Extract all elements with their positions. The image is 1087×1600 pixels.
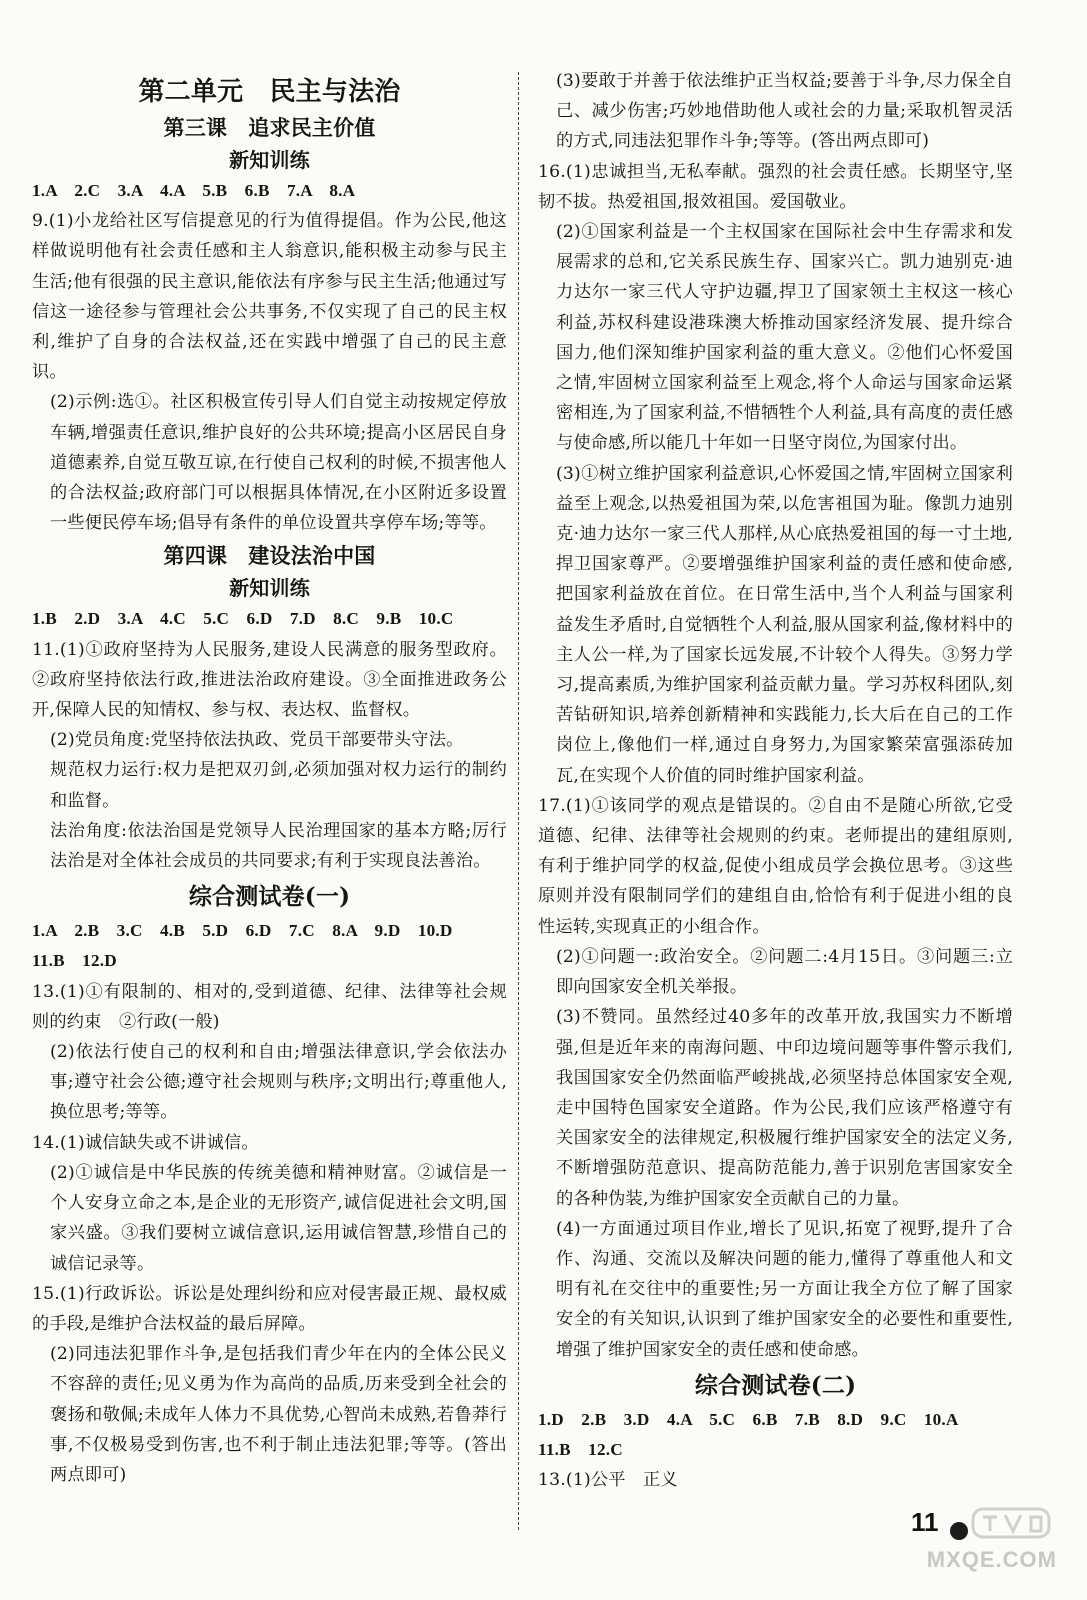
test1-q15-part3: (3)要敢于并善于依法维护正当权益;要善于斗争,尽力保全自己、减少伤害;巧妙地借助他人或社会的力量;采取机智灵活的方式,同违法犯罪作斗争;等等。(答出两点即可) — [556, 71, 1013, 152]
page-number: 11 — [911, 1507, 939, 1537]
lesson4-title: 第四课 建设法治中国 — [163, 543, 376, 569]
test1-q14-part1: 14.(1)诚信缺失或不讲诚信。 — [32, 1132, 259, 1153]
lesson4-q11-part2: (2)党员角度:党坚持依法执政、党员干部要带头守法。 — [50, 730, 464, 751]
test1-q15-part2: (2)同违法犯罪作斗争,是包括我们青少年在内的全体公民义不容辞的责任;见义勇为作为高尚的品质,历来受到全社会的褒扬和敬佩;未成年人体力不具优势,心智尚未成熟,若鲁莽行事,不仅极易受到伤害,也不利于制止违法犯罪;等等。(答出两点即可) — [50, 1344, 507, 1485]
test2-choice-answers-2: 11.B 12.C — [538, 1439, 623, 1459]
test1-q16-part1: 16.(1)忠诚担当,无私奉献。强烈的社会责任感。长期坚守,坚韧不拔。热爱祖国,报效祖国。爱国敬业。 — [538, 161, 1013, 212]
lesson3-q9-part2: (2)示例:选①。社区积极宣传引导人们自觉主动按规定停放车辆,增强责任意识,维护良好的公共环境;提高小区居民自身道德素养,自觉互敬互谅,在行使自己权利的时候,不损害他人的合法权益;政府部门可以根据具体情况,在小区附近多设置一些便民停车场;倡导有条件的单位设置共享停车场;等等。 — [50, 392, 507, 534]
test1-q13-part2: (2)依法行使自己的权利和自由;增强法律意识,学会依法办事;遵守社会公德;遵守社会规则与秩序;文明出行;尊重他人,换位思考;等等。 — [50, 1042, 507, 1123]
lesson4-q11-part3: 规范权力运行:权力是把双刃剑,必须加强对权力运行的制约和监督。 — [50, 760, 507, 811]
page-footer — [905, 1503, 1065, 1583]
lesson3-title: 第三课 追求民主价值 — [163, 115, 376, 140]
test2-title: 综合测试卷(二) — [694, 1371, 857, 1399]
column-divider — [518, 72, 519, 1530]
test1-q17-part3: (3)不赞同。虽然经过40多年的改革开放,我国实力不断增强,但是近年来的南海问题、中印边境问题等事件警示我们,我国国家安全仍然面临严峻挑战,必须坚持总体国家安全观,走中国特色国家安全道路。作为公民,我们应该严格遵守有关国家安全的法律规定,积极履行维护国家安全的法定义务,不断增强防范意识、提高防范能力,善于识别危害国家安全的各种伪装,为维护国家安全贡献自己的力量。 — [556, 1007, 1013, 1209]
watermark-logo-icon — [943, 1503, 1055, 1549]
test1-q15-part1: 15.(1)行政诉讼。诉讼是处理纠纷和应对侵害最正规、最权威的手段,是维护合法权益的最后屏障。 — [32, 1283, 507, 1334]
test2-q13-part1: 13.(1)公平 正义 — [538, 1470, 678, 1491]
test1-q17-part4: (4)一方面通过项目作业,增长了见识,拓宽了视野,提升了合作、沟通、交流以及解决问题的能力,懂得了尊重他人和文明有礼在交往中的重要性;另一方面让我全方位了解了国家安全的有关知识,认识到了维护国家安全的必要性和重要性,增强了维护国家安全的责任感和使命感。 — [556, 1218, 1013, 1360]
test1-q16-part2: (2)①国家利益是一个主权国家在国际社会中生存需求和发展需求的总和,它关系民族生存、国家兴亡。凯力迪别克·迪力达尔一家三代人守护边疆,捍卫了国家领土主权这一核心利益,苏权科建设港珠澳大桥推动国家经济发展、提升综合国力,他们深知维护国家利益的重大意义。②他们心怀爱国之情,牢固树立国家利益至上观念,将个人命运与国家命运紧密相连,为了国家利益,不惜牺牲个人利益,具有高度的责任感与使命感,所以能几十年如一日坚守岗位,为国家付出。 — [556, 222, 1013, 454]
test2-choice-answers-1: 1.D 2.B 3.D 4.A 5.C 6.B 7.B 8.D 9.C 10.A — [538, 1409, 959, 1429]
right-column — [538, 66, 1013, 1495]
lesson3-choice-answers: 1.A 2.C 3.A 4.A 5.B 6.B 7.A 8.A — [32, 181, 356, 200]
lesson4-subtitle: 新知训练 — [229, 576, 310, 601]
lesson4-q11-part1: 11.(1)①政府坚持为人民服务,建设人民满意的服务型政府。②政府坚持依法行政,推进法治政府建设。③全面推进政务公开,保障人民的知情权、参与权、表达权、监督权。 — [32, 639, 507, 721]
unit-title: 第二单元 民主与法治 — [138, 77, 401, 107]
lesson3-subtitle: 新知训练 — [229, 148, 310, 172]
left-column — [32, 68, 507, 1490]
lesson4-choice-answers: 1.B 2.D 3.A 4.C 5.C 6.D 7.D 8.C 9.B 10.C — [32, 609, 454, 629]
test1-q17-part1: 17.(1)①该同学的观点是错误的。②自由不是随心所欲,它受道德、纪律、法律等社会规则的约束。老师提出的建组原则,有利于维护同学的权益,促使小组成员学会换位思考。③这些原则并没有限制同学们的建组自由,恰恰有利于促进小组的良性运转,实现真正的小组合作。 — [538, 795, 1013, 937]
watermark-text: MXQE.COM — [926, 1547, 1057, 1572]
test1-q13-part1: 13.(1)①有限制的、相对的,受到道德、纪律、法律等社会规则的约束 ②行政(一般) — [32, 981, 507, 1032]
test1-choice-answers-1: 1.A 2.B 3.C 4.B 5.D 6.D 7.C 8.A 9.D 10.D — [32, 921, 453, 941]
test1-q14-part2: (2)①诚信是中华民族的传统美德和精神财富。②诚信是一个人安身立命之本,是企业的无形资产,诚信促进社会文明,国家兴盛。③我们要树立诚信意识,运用诚信智慧,珍惜自己的诚信记录等。 — [50, 1162, 507, 1274]
test1-q16-part3: (3)①树立维护国家利益意识,心怀爱国之情,牢固树立国家利益至上观念,以热爱祖国为荣,以危害祖国为耻。像凯力迪别克·迪力达尔一家三代人那样,从心底热爱祖国的每一寸土地,捍卫国家尊严。②要增强维护国家利益的责任感和使命感,把国家利益放在首位。在日常生活中,当个人利益与国家利益发生矛盾时,自觉牺牲个人利益,服从国家利益,像材料中的主人公一样,为了国家长远发展,不计较个人得失。③努力学习,提高素质,为维护国家利益贡献力量。学习苏权科团队,刻苦钻研知识,培养创新精神和实践能力,长大后在自己的工作岗位上,像他们一样,通过自身努力,为国家繁荣富强添砖加瓦,在实现个人价值的同时维护国家利益。 — [556, 463, 1013, 786]
test1-q17-part2: (2)①问题一:政治安全。②问题二:4月15日。③问题三:立即向国家安全机关举报。 — [556, 946, 1013, 998]
lesson4-q11-part4: 法治角度:依法治国是党领导人民治理国家的基本方略;厉行法治是对全体社会成员的共同要求;有利于实现良法善治。 — [50, 820, 507, 872]
test1-choice-answers-2: 11.B 12.D — [32, 951, 117, 971]
test1-title: 综合测试卷(一) — [188, 883, 351, 911]
lesson3-q9-part1: 9.(1)小龙给社区写信提意见的行为值得提倡。作为公民,他这样做说明他有社会责任感和主人翁意识,能积极主动参与民主生活;他有很强的民主意识,能依法有序参与民主生活;他通过写信这一途径参与管理社会公共事务,不仅实现了自己的民主权利,维护了自身的合法权益,还在实践中增强了自己的民主意识。 — [32, 211, 507, 383]
